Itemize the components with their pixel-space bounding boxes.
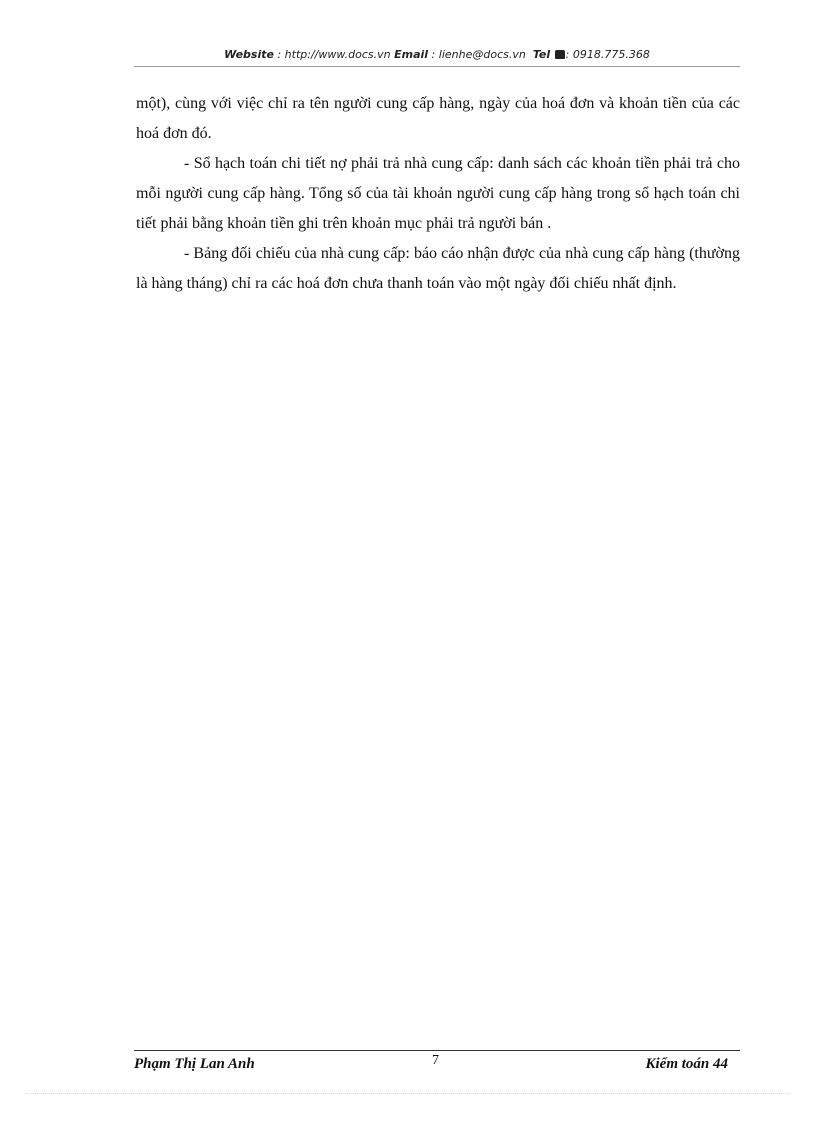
- document-body: [136, 89, 740, 299]
- website-url[interactable]: http://www.docs.vn: [284, 48, 391, 61]
- paragraph-supplier-statement: - Bảng đối chiếu của nhà cung cấp: báo cáo nhận được của nhà cung cấp hàng (thường là hàng tháng) chỉ ra các hoá đơn chưa thanh toán vào một ngày đối chiếu nhất định.: [136, 245, 740, 292]
- email-label: Email: [394, 48, 429, 61]
- page-bottom-edge: [26, 1093, 790, 1094]
- page-footer: [134, 1050, 740, 1081]
- tel-value: 0918.775.368: [572, 48, 650, 61]
- paragraph-accounts-payable-ledger: - Sổ hạch toán chi tiết nợ phải trả nhà cung cấp: danh sách các khoản tiền phải trả cho mỗi người cung cấp hàng. Tổng số của tài khoản người cung cấp hàng trong sổ hạch toán chi tiết phải bằng khoản tiền ghi trên khoản mục phải trả người bán .: [136, 155, 740, 232]
- email-separator: :: [428, 48, 439, 61]
- tel-label: Tel: [532, 48, 551, 61]
- paragraph-continuation: một), cùng với việc chỉ ra tên người cung cấp hàng, ngày của hoá đơn và khoản tiền của các hoá đơn đó.: [136, 95, 740, 142]
- website-separator: :: [273, 48, 285, 61]
- footer-author: Phạm Thị Lan Anh: [134, 1056, 255, 1072]
- website-label: Website: [224, 48, 274, 61]
- page-number: 7: [432, 1053, 439, 1068]
- tel-separator: :: [565, 48, 573, 61]
- phone-icon: [555, 50, 565, 59]
- email-value[interactable]: lienhe@docs.vn: [438, 48, 526, 61]
- page-header: [134, 46, 740, 67]
- footer-course: Kiểm toán 44: [645, 1056, 728, 1072]
